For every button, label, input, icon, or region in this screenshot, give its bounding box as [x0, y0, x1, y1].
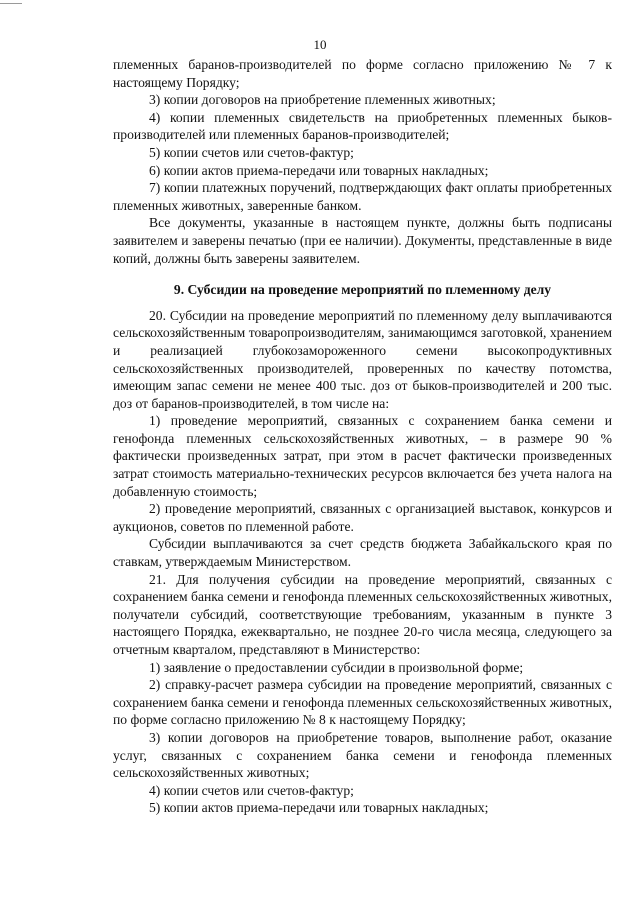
paragraph: 3) копии договоров на приобретение племенных животных; — [149, 92, 496, 108]
paragraph: 5) копии актов приема-передачи или товарных накладных; — [149, 800, 489, 816]
paragraph: 20. Субсидии на проведение мероприятий по племенному делу выплачиваются сельскохозяйственным товаропроизводителям, занимающимся заготовкой, хранением и реализацией глубокозамороженного семени высокопродуктивных сельскохозяйственных производителей, проверенных по качеству потомства, имеющим запас семени не менее 400 тыс. доз от быков-производителей и 200 тыс. доз от баранов-производителей, в том числе на: — [113, 307, 612, 411]
paragraph: 2) проведение мероприятий, связанных с организацией выставок, конкурсов и аукционов, советов по племенной работе. — [113, 501, 612, 534]
paragraph: 2) справку-расчет размера субсидии на проведение мероприятий, связанных с сохранением банка семени и генофонда племенных сельскохозяйственных животных, по форме согласно приложению № 8 к настоящему Порядку; — [113, 677, 612, 728]
paragraph: 1) проведение мероприятий, связанных с сохранением банка семени и генофонда племенных сельскохозяйственных животных, – в размере 90 % фактически произведенных затрат, при этом в расчет фактически произведенных затрат стоимость материально-технических ресурсов включается без учета налога на добавленную стоимость; — [113, 413, 612, 499]
paragraph: 4) копии счетов или счетов-фактур; — [149, 782, 354, 798]
paragraph: 6) копии актов приема-передачи или товарных накладных; — [149, 162, 489, 178]
page-number: 10 — [313, 37, 327, 52]
paragraph: 7) копии платежных поручений, подтверждающих факт оплаты приобретенных племенных животных, заверенные банком. — [113, 180, 612, 213]
paragraph: племенных баранов-производителей по форме согласно приложению № 7 к настоящему Порядку; — [113, 57, 612, 90]
scan-corner-mark — [0, 3, 22, 4]
section-heading: 9. Субсидии на проведение мероприятий по племенному делу — [173, 282, 552, 298]
paragraph: 5) копии счетов или счетов-фактур; — [149, 144, 354, 160]
paragraph: 3) копии договоров на приобретение товаров, выполнение работ, оказание услуг, связанных с сохранением банка семени и генофонда племенных сельскохозяйственных животных; — [113, 729, 612, 781]
document-body — [113, 56, 612, 817]
paragraph: 1) заявление о предоставлении субсидии в произвольной форме; — [149, 659, 524, 675]
paragraphs-before-heading — [113, 56, 612, 267]
paragraph: 21. Для получения субсидии на проведение мероприятий, связанных с сохранением банка семени и генофонда племенных сельскохозяйственных животных, получатели субсидий, соответствующие требованиям, указанным в пункте 3 настоящего Порядка, ежеквартально, не позднее 20-го числа месяца, следующего за отчетным кварталом, представляют в Министерство: — [113, 571, 612, 657]
paragraph: Субсидии выплачиваются за счет средств бюджета Забайкальского края по ставкам, утверждаемым Министерством. — [113, 536, 612, 570]
paragraph: 4) копии племенных свидетельств на приобретенных племенных быков-производителей или племенных баранов-производителей; — [113, 109, 612, 143]
paragraphs-after-heading — [113, 307, 612, 817]
paragraph: Все документы, указанные в настоящем пункте, должны быть подписаны заявителем и заверены печатью (при ее наличии). Документы, представленные в виде копий, должны быть заверены заявителем. — [113, 215, 612, 266]
